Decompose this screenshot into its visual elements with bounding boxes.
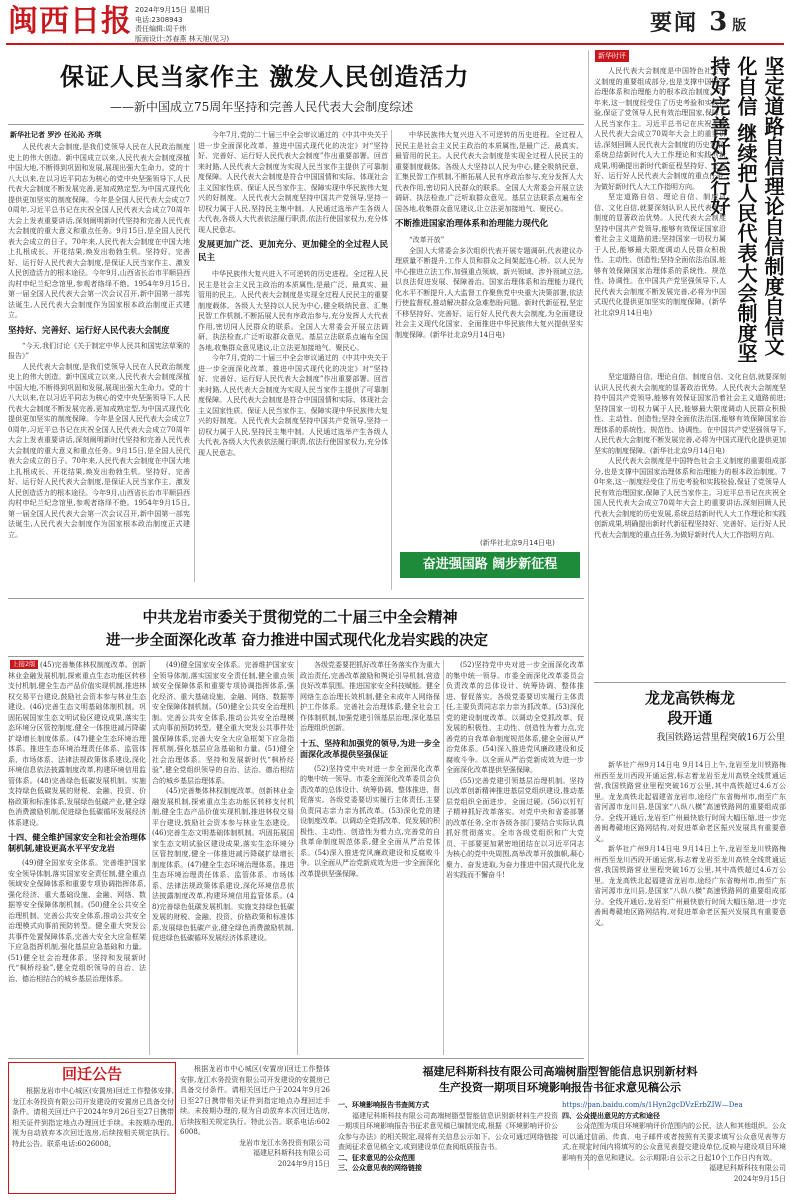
eia-paragraph-a: 福建尼科斯科技有限公司高端树脂型智能信息识别新材料生产投资一期项目环境影响报告书征求意见稿已编制完成,根据《环境影响评价公众参与办法》的相关规定,现将有关信息公示如下。公众可通过网络链接查阅征求意见稿全文,或到建设单位查阅纸质报告书。 [338,1111,558,1151]
lead-paragraph-a2: 人民代表大会制度,是我们党领导人民在人民政治制度史上的伟大创造。新中国成立以来,人民代表大会制度深植中国大地,不断得到巩固和发展,展现出强大生命力。党的十八大以来,在以习近平同志为核心的党中央坚强领导下,人民代表大会制度不断发展完善,更加成熟定型,为中国式现代化提供更加坚实的制度保障。今年是全国人民代表大会成立70周年,习近平总书记在庆祝全国人民代表大会成立70周年大会上发表重要讲话,深刻阐明新时代坚持和完善人民代表大会制度的重大意义和重点任务。9月15日,是全国人民代表大会成立的日子。70年来,人民代表大会制度在中国大地上扎根成长、开花结果,焕发出勃勃生机。坚持好、完善好、运行好人民代表大会制度,是保证人民当家作主、激发人民创造活力的根本途径。今年9月,山西省长治市平顺县西沟村申纪兰纪念馆里,参观者络绎不绝。1954年9月15日,第一届全国人民代表大会第一次会议召开,新中国第一部宪法诞生,人民代表大会制度作为国家根本政治制度正式建立。 [8,362,190,539]
lead-paragraph-c: 中华民族伟大复兴进入不可逆转的历史进程。全过程人民民主是社会主义民主政治的本质属性,是最广泛、最真实、最管用的民主。人民代表大会制度是实现全过程人民民主的重要制度载体。各级人大坚持以人民为中心,健全吸纳民意、汇集民智工作机制,不断拓展人民有序政治参与,充分发挥人大代表作用,密切同人民群众的联系。全国人大常委会开展立法调研、执法检查,广泛听取群众意见。基层立法联系点遍布全国各地,收集群众意见建议,让立法更加接地气、聚民心。 [198,270,388,352]
decision-column-2 [152,660,294,1055]
lead-headline: 保证人民当家作主 激发人民创造活力 [60,62,470,91]
commentary-paragraph-b: 坚定道路自信、理论自信、制度自信、文化自信,就要深刻认识人民代表大会制度的显著政治优势。人民代表大会制度坚持中国共产党领导,能够有效保证国家沿着社会主义道路前进;坚持国家一切权力属于人民,能够最大限度调动人民群众积极性、主动性、创造性;坚持全面依法治国,能够有效保障国家治理体系的系统性、规范性、协调性。在中国共产党坚强领导下,人民代表大会制度不断发展完善,必将为中国式现代化提供更加坚实的制度保障。(新华社北京9月14日电) [594,193,726,317]
lead-paragraph-b2: 今年7月,党的二十届三中全会审议通过的《中共中央关于进一步全面深化改革、推进中国式现代化的决定》对“坚持好、完善好、运行好人民代表大会制度”作出重要部署。回首来时路,人民代表大会制度为实现人民当家作主提供了可靠制度保障。人民代表大会制度是符合中国国情和实际、体现社会主义国家性质、保证人民当家作主、保障实现中华民族伟大复兴的好制度。人民代表大会制度坚持中国共产党领导,坚持一切权力属于人民,坚持民主集中制。人民通过选举产生各级人大代表,各级人大代表依法履行职责,依法行使国家权力,充分体现人民意志。 [198,354,388,457]
decision-paragraph-b: (49)健全国家安全体系。完善维护国家安全领导体制,落实国家安全责任制,健全重点领域安全保障体系和重要专项协调指挥体系,强化经济、重大基础设施、金融、网络、数据等安全保障体制机制。(50)健全公共安全治理机制。完善公共安全体系,推动公共安全治理模式向事前预防转型。健全重大突发公共事件处置保障体系,完善大安全大应急框架下应急指挥机制,强化基层应急基础和力量。(51)健全社会治理体系。坚持和发展新时代“枫桥经验”,健全党组织领导的自治、法治、德治相结合的城乡基层治理体系。 [8,859,146,983]
eia-body-right [562,1100,786,1196]
column-divider [443,660,444,1055]
column-divider [149,660,150,1055]
commentary-paragraph-b2: 坚定道路自信、理论自信、制度自信、文化自信,就要深刻认识人民代表大会制度的显著政治优势。人民代表大会制度坚持中国共产党领导,能够有效保证国家沿着社会主义道路前进;坚持国家一切权力属于人民,能够最大限度调动人民群众积极性、主动性、创造性;坚持全面依法治国,能够有效保障国家治理体系的系统性、规范性、协调性。在中国共产党坚强领导下,人民代表大会制度不断发展完善,必将为中国式现代化提供更加坚实的制度保障。(新华社北京9月14日电) [594,373,786,455]
rail-rule [594,682,786,683]
lead-byline: 新华社记者 罗沙 任沁沁 齐琪 [10,131,102,139]
rail-subhead: 我国铁路运营里程突破16万公里 [656,733,785,743]
commentary-paragraph-a2: 人民代表大会制度是中国特色社会主义制度的重要组成部分,也是支撑中国国家治理体系和治理能力的根本政治制度。70年来,这一制度经受住了历史考验和实践检验,保证了党领导人民有效治理国家,保障了人民当家作主。习近平总书记在庆祝全国人民代表大会成立70周年大会上的重要讲话,深刻回顾人民代表大会制度的历史发展,系统总结新时代人大工作理论和实践创新成果,明确提出新时代新征程坚持好、完善好、运行好人民代表大会制度的重点任务,为做好新时代人大工作指明方向。 [594,457,786,539]
rail-paragraph-a2: 新华社广州9月14日电 9月14日上午,龙岩至龙川铁路梅州西至龙川西段开通运营,标志着龙岩至龙川高铁全线贯通运营,我国铁路营业里程突破16万公里,其中高铁超过4.6万公里。龙龙高铁北起福建省龙岩市,途经广东省梅州市,南至广东省河源市龙川县,是国家“八纵八横”高速铁路网的重要组成部分。全线开通后,龙岩至广州最快旅行时间大幅压缩,进一步完善闽粤赣地区路网结构,对促进革命老区振兴发展具有重要意义。 [594,845,786,927]
notice-body-2 [180,1064,330,1194]
masthead-rule [6,43,784,45]
ads-top-rule [8,1058,584,1059]
eia-signer: 福建尼科斯科技有限公司 [709,1164,786,1172]
column-divider [297,660,298,1055]
section-name: 要闻 [650,10,699,36]
commentary-paragraph-a: 人民代表大会制度是中国特色社会主义制度的重要组成部分,也是支撑中国国家治理体系和治理能力的根本政治制度。70年来,这一制度经受住了历史考验和实践检验,保证了党领导人民有效治理国家,保障了人民当家作主。习近平总书记在庆祝全国人民代表大会成立70周年大会上的重要讲话,深刻回顾人民代表大会制度的历史发展,系统总结新时代人大工作理论和实践创新成果,明确提出新时代新征程坚持好、完善好、运行好人民代表大会制度的重点任务,为做好新时代人大工作指明方向。 [594,67,726,191]
lead-column-3 [395,130,583,540]
decision-paragraph-e: 各级党委要把抓好改革任务落实作为重大政治责任,完善改革激励和舆论引导机制,营造良好改革氛围。推进国家安全科技赋能。健全网络生态治理长效机制,健全未成年人网络保护工作体系。完善社会治理体系,健全社会工作体制机制,加强党建引领基层治理,深化基层治理组织创新。 [300,661,440,732]
lead-column-1 [8,142,190,592]
campaign-banner [400,552,580,578]
eia-body-left [338,1100,558,1196]
decision-paragraph-b2: (49)健全国家安全体系。完善维护国家安全领导体制,落实国家安全责任制,健全重点领域安全保障体系和重要专项协调指挥体系,强化经济、重大基础设施、金融、网络、数据等安全保障体制机制。(50)健全公共安全治理机制。完善公共安全体系,推动公共安全治理模式向事前预防转型。健全重大突发公共事件处置保障体系,完善大安全大应急框架下应急指挥机制,强化基层应急基础和力量。(51)健全社会治理体系。坚持和发展新时代“枫桥经验”,健全党组织领导的自治、法治、德治相结合的城乡基层治理体系。 [152,661,294,785]
lead-paragraph-d: 全国人大常委会多次组织代表开展专题调研,代表建议办理质量不断提升,工作人员和群众之间架起连心桥。以人民为中心推进立法工作,加强重点领域、新兴领域、涉外领域立法,以良法促进发展、保障善治。国家治理体系和治理能力现代化水平不断提升,人大监督工作聚焦党中央重大决策部署,依法行使监督权,推动解决群众急难愁盼问题。新时代新征程,坚定不移坚持好、完善好、运行好人民代表大会制度,为全面建设社会主义现代化国家、全面推进中华民族伟大复兴提供坚实制度保障。(新华社北京9月14日电) [395,246,583,339]
commentary-tag: 新华时评 [595,50,629,62]
lead-quote-1: “今天,我们讨论《关于制定中华人民共和国宪法草案的报告》” [8,341,190,360]
column-divider [588,50,589,1170]
eia-item-1: 一、环境影响报告书查阅方式 [338,1100,429,1109]
decision-column-1 [8,660,146,1055]
lead-subhead: ——新中国成立75周年坚持和完善人民代表大会制度综述 [110,100,414,114]
lead-paragraph-a: 人民代表大会制度,是我们党领导人民在人民政治制度史上的伟大创造。新中国成立以来,人民代表大会制度深植中国大地,不断得到巩固和发展,展现出强大生命力。党的十八大以来,在以习近平同志为核心的党中央坚强领导下,人民代表大会制度不断发展完善,更加成熟定型,为中国式现代化提供更加坚实的制度保障。今年是全国人民代表大会成立70周年,习近平总书记在庆祝全国人民代表大会成立70周年大会上发表重要讲话,深刻阐明新时代坚持和完善人民代表大会制度的重大意义和重点任务。9月15日,是全国人民代表大会成立的日子。70年来,人民代表大会制度在中国大地上扎根成长、开花结果,焕发出勃勃生机。坚持好、完善好、运行好人民代表大会制度,是保证人民当家作主、激发人民创造活力的根本途径。今年9月,山西省长治市平顺县西沟村申纪兰纪念馆里,参观者络绎不绝。1954年9月15日,第一届全国人民代表大会第一次会议召开,新中国第一部宪法诞生,人民代表大会制度作为国家根本政治制度正式建立。 [8,143,190,319]
lead-column-2 [198,130,388,590]
decision-paragraph-a2: (45)完善集体林权制度改革。创新林业金融发展机制,探索重点生态功能区转移支付机制,健全生态产品价值实现机制,推进林权交易平台建设,鼓励社会资本参与林业生态建设。(46)完善生态文明基础体制机制。巩固拓展国家生态文明试验区建设成果,落实生态环境分区管控制度,健全一体推进减污降碳扩绿增长制度体系。(47)健全生态环境治理体系。推进生态环境治理责任体系、监管体系、市场体系、法律法规政策体系建设,深化环境信息依法披露制度改革,构建环境信用监管体系。(48)完善绿色低碳发展机制。实施支持绿色低碳发展的财税、金融、投资、价格政策和标准体系,发展绿色低碳产业,健全绿色消费激励机制,促进绿色低碳循环发展经济体系建设。 [152,787,294,942]
decision-column-4 [446,660,584,1055]
rail-headline: 龙龙高铁梅龙段开通 [644,689,735,727]
decision-section-14: 十四、健全维护国家安全和社会治理体制机制,建设更高水平平安龙岩 [8,832,146,853]
eia-title-1: 福建尼科斯科技有限公司高端树脂型智能信息识别新材料 [422,1065,698,1078]
lead-paragraph-b: 今年7月,党的二十届三中全会审议通过的《中共中央关于进一步全面深化改革、推进中国式现代化的决定》对“坚持好、完善好、运行好人民代表大会制度”作出重要部署。回首来时路,人民代表大会制度为实现人民当家作主提供了可靠制度保障。人民代表大会制度是符合中国国情和实际、体现社会主义国家性质、保证人民当家作主、保障实现中华民族伟大复兴的好制度。人民代表大会制度坚持中国共产党领导,坚持一切权力属于人民,坚持民主集中制。人民通过选举产生各级人大代表,各级人大代表依法履行职责,依法行使国家权力,充分体现人民意志。 [198,131,388,234]
eia-date: 2024年9月15日 [733,1174,786,1183]
notice-paragraph-2: 根据龙岩市中心城区(安置房)回迁工作整体安排,龙江水务投资有限公司开发建设的安置房已具备交付条件。请相关回迁户于2024年9月26日至27日携带相关证件到指定地点办理回迁手续。未按期办理的,视为自动放弃本次回迁选房,后续按相关规定执行。特此公告。联系电话:6026008。 [180,1065,330,1136]
eia-title-2: 生产投资一期项目环境影响报告书征求意见稿公示 [439,1081,681,1094]
lead-subhead-1: 坚持好、完善好、运行好人民代表大会制度 [8,325,170,336]
lead-dateline: (新华社北京9月14日电) [480,539,555,547]
notice-company: 福建尼科斯科技有限公司 [253,1149,330,1157]
lead-paragraph-c2: 中华民族伟大复兴进入不可逆转的历史进程。全过程人民民主是社会主义民主政治的本质属性,是最广泛、最真实、最管用的民主。人民代表大会制度是实现全过程人民民主的重要制度载体。各级人大坚持以人民为中心,健全吸纳民意、汇集民智工作机制,不断拓展人民有序政治参与,充分发挥人大代表作用,密切同人民群众的联系。全国人大常委会开展立法调研、执法检查,广泛听取群众意见。基层立法联系点遍布全国各地,收集群众意见建议,让立法更加接地气、聚民心。 [395,131,583,213]
decision-top-rule [8,598,584,599]
decision-headline-1: 中共龙岩市委关于贯彻党的二十届三中全会精神 [142,608,458,626]
rail-paragraph-a: 新华社广州9月14日电 9月14日上午,龙岩至龙川铁路梅州西至龙川西段开通运营,标志着龙岩至龙川高铁全线贯通运营,我国铁路营业里程突破16万公里,其中高铁超过4.6万公里。龙龙高铁北起福建省龙岩市,途经广东省梅州市,南至广东省河源市龙川县,是国家“八纵八横”高速铁路网的重要组成部分。全线开通后,龙岩至广州最快旅行时间大幅压缩,进一步完善闽粤赣地区路网结构,对促进革命老区振兴发展具有重要意义。 [594,761,786,843]
decision-paragraph-c: (52)坚持党中央对进一步全面深化改革的集中统一领导。市委全面深化改革委员会负责改革的总体设计、统筹协调、整体推进、督促落实。各级党委要切实履行主体责任,主要负责同志亲力亲为抓改革。(53)深化党的建设制度改革。以调动全党抓改革、促发展的积极性、主动性、创造性为着力点,完善党的自我革命制度规范体系,健全全面从严治党体系。(54)深入推进党风廉政建设和反腐败斗争。以全面从严治党新成效为进一步全面深化改革提供坚强保障。 [300,764,440,878]
eia-paragraph-b: 公众范围为项目环境影响评价范围内的公民、法人和其他组织。公众可以通过信函、传真、电子邮件或者按照有关要求填写公众意见表等方式,在规定时间内将填写的公众意见表提交建设单位,反映与建设项目环境影响有关的意见和建议。公示期限:自公示之日起10个工作日内有效。 [562,1122,786,1162]
decision-column-3 [300,660,440,1055]
commentary-title: 坚定道路自信理论自信制度自信文化自信 继续把人民代表大会制度坚持好完善好运行好 [707,56,785,363]
eia-item-4: 四、公众提出意见的方式和途径 [562,1110,660,1120]
decision-paragraph-d: (55)完善党建引领基层治理机制。坚持以改革创新精神推进基层党组织建设,推动基层党组织全面进步、全面过硬。(56)以钉钉子精神抓好改革落实。对党中央和省委部署的改革任务,全市各级各部门要结合实际认真抓好贯彻落实。全市各级党组织和广大党员、干部要更加紧密地团结在以习近平同志为核心的党中央周围,高举改革开放旗帜,凝心聚力、奋发进取,为奋力推进中国式现代化龙岩实践而不懈奋斗! [446,776,584,879]
decision-headline-2: 进一步全面深化改革 奋力推进中国式现代化龙岩实践的决定 [105,632,489,649]
decision-section-15: 十五、坚持和加强党的领导,为进一步全面深化改革提供坚强保证 [300,737,440,759]
issue-date: 2024年9月15日 星期日 [135,6,211,14]
page-suffix: 版 [732,18,747,34]
page-number: 3 [709,7,728,37]
decision-paragraph-a: (45)完善集体林权制度改革。创新林业金融发展机制,探索重点生态功能区转移支付机制,健全生态产品价值实现机制,推进林权交易平台建设,鼓励社会资本参与林业生态建设。(46)完善生态文明基础体制机制。巩固拓展国家生态文明试验区建设成果,落实生态环境分区管控制度,健全一体推进减污降碳扩绿增长制度体系。(47)健全生态环境治理体系。推进生态环境治理责任体系、监管体系、市场体系、法律法规政策体系建设,深化环境信息依法披露制度改革,构建环境信用监管体系。(48)完善绿色低碳发展机制。实施支持绿色低碳发展的财税、金融、投资、价格政策和标准体系,发展绿色低碳产业,健全绿色消费激励机制,促进绿色低碳循环发展经济体系建设。 [8,661,146,827]
lead-subhead-2: 发展更加广泛、更加充分、更加健全的全过程人民民主 [198,240,388,263]
campaign-banner-text: 奋进强国路 阔步新征程 [422,557,558,572]
decision-paragraph-c2: (52)坚持党中央对进一步全面深化改革的集中统一领导。市委全面深化改革委员会负责改革的总体设计、统筹协调、整体推进、督促落实。各级党委要切实履行主体责任,主要负责同志亲力亲为抓改革。(53)深化党的建设制度改革。以调动全党抓改革、促发展的积极性、主动性、创造性为着力点,完善党的自我革命制度规范体系,健全全面从严治党体系。(54)深入推进党风廉政建设和反腐败斗争。以全面从严治党新成效为进一步全面深化改革提供坚强保障。 [446,661,584,774]
page-label [650,6,746,38]
notice-body [12,1086,174,1190]
commentary-body-lower [594,372,786,662]
masthead-info [135,6,229,44]
notice-date: 2024年9月15日 [277,1159,330,1168]
lead-subhead-3: 不断推进国家治理体系和治理能力现代化 [395,219,549,229]
eia-link[interactable]: https://pan.baidu.com/s/1Hyn2gcDVzErbZIW—Dea [562,1101,743,1109]
phone-number: 电话:2308943 [135,15,183,24]
notice-title: 回迁公告 [61,1065,122,1083]
column-divider [194,142,195,582]
duty-editor: 责任编辑:周千炜 [135,25,187,33]
notice-signer: 龙岩市龙江水务投资有限公司 [239,1138,330,1147]
eia-item-3: 三、公众意见表的网络链接 [338,1163,422,1172]
layout-editors: 版面设计:苏春燕 林天旭(见习) [135,34,230,43]
eia-item-2: 二、征求意见的公众范围 [338,1152,415,1162]
column-divider [391,130,392,590]
commentary-body [594,66,726,366]
lead-quote-2: “改革开放” [409,236,445,244]
lead-rule [8,124,584,125]
newspaper-logo: 闽西日报 [8,4,132,39]
decision-rule [8,656,584,657]
decision-tag: 上接2版 [12,660,36,668]
notice-paragraph: 根据龙岩市中心城区(安置房)回迁工作整体安排,龙江水务投资有限公司开发建设的安置房已具备交付条件。请相关回迁户于2024年9月26日至27日携带相关证件到指定地点办理回迁手续。未按期办理的,视为自动放弃本次回迁选房,后续按相关规定执行。特此公告。联系电话:6026008。 [12,1087,174,1148]
masthead [0,0,790,46]
